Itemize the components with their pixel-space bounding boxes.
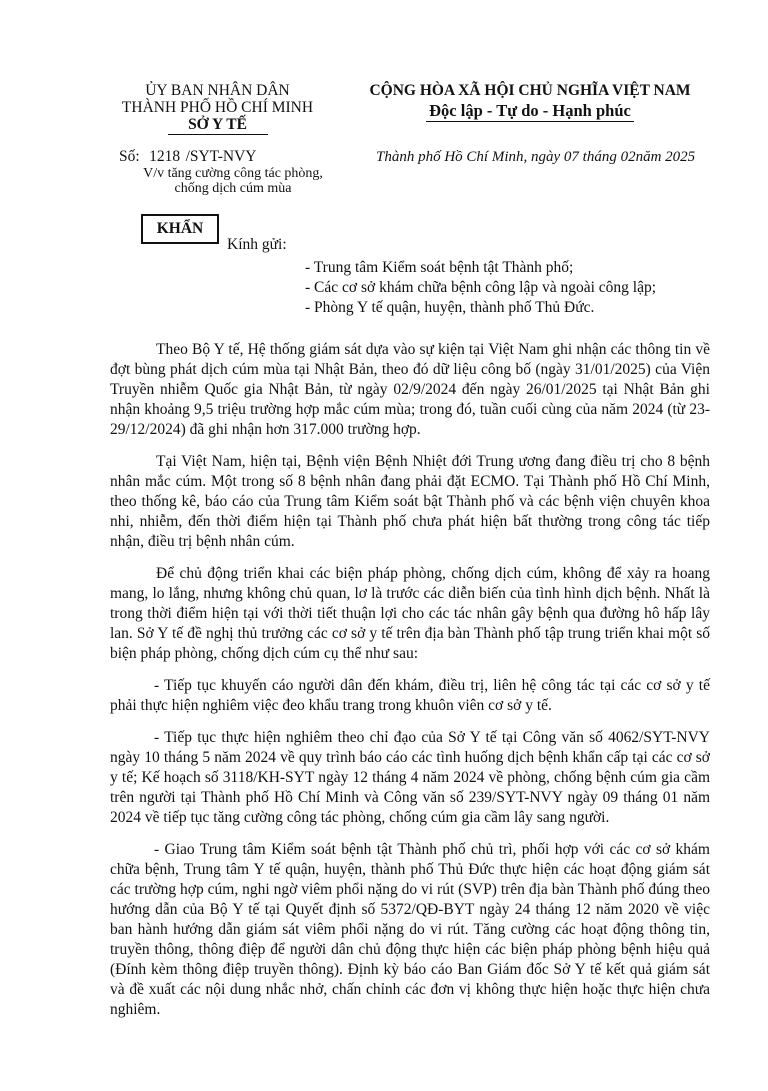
number-suffix: /SYT-NVY — [185, 148, 257, 165]
bullet-item: - Tiếp tục thực hiện nghiêm theo chỉ đạo của Sở Y tế tại Công văn số 4062/SYT-NVY ngày 10 tháng 5 năm 2024 về quy trình báo cáo các tình huống dịch bệnh khẩn cấp tại các cơ sở y tế; Kế hoạch số 3118/KH-SYT ngày 12 tháng 4 năm 2024 về phòng, chống bệnh cúm gia cầm trên người tại Thành phố Hồ Chí Minh và Công văn số 239/SYT-NVY ngày 09 tháng 01 năm 2024 về tiếp tục tăng cường công tác phòng, chống cúm gia cầm lây sang người. — [110, 729, 710, 826]
number-value: 1218 — [149, 148, 181, 165]
issuer-line-1: ỦY BAN NHÂN DÂN — [145, 82, 290, 99]
issuer-line-3: SỞ Y TẾ — [188, 116, 247, 133]
issuer-line-2: THÀNH PHỐ HỒ CHÍ MINH — [121, 99, 314, 116]
national-header — [360, 82, 700, 122]
recipient-item: - Trung tâm Kiểm soát bệnh tật Thành phố; — [305, 259, 574, 276]
bullet-item: - Giao Trung tâm Kiểm soát bệnh tật Thành phố chủ trì, phối hợp với các cơ sở khám chữa bệnh, Trung tâm Y tế quận, huyện, thành phố Thủ Đức thực hiện các hoạt động giám sát các trường hợp cúm, nghi ngờ viêm phổi nặng do vi rút (SVP) trên địa bàn Thành phố đúng theo hướng dẫn của Bộ Y tế tại Quyết định số 5372/QĐ-BYT ngày 24 tháng 12 năm 2020 về việc ban hành hướng dẫn giám sát viêm phổi nặng do vi rút. Tăng cường các hoạt động thông tin, truyền thông, thông điệp để người dân chủ động thực hiện các biện pháp phòng bệnh hiệu quả (Đính kèm thông điệp truyền thông). Định kỳ báo cáo Ban Giám đốc Sở Y tế kết quả giám sát và đề xuất các nội dung nhắc nhở, chấn chỉnh các đơn vị không thực hiện hoặc thực hiện chưa nghiêm. — [110, 841, 710, 1018]
recipient-list — [305, 258, 725, 318]
document-number — [119, 148, 256, 166]
issuer-underline — [168, 134, 268, 135]
body-paragraph: Để chủ động triển khai các biện pháp phòng, chống dịch cúm, không để xảy ra hoang mang, lo lắng, nhưng không chủ quan, lơ là trước các diễn biến của tình hình dịch bệnh. Nhất là trong thời điểm hiện tại với thời tiết thuận lợi cho các tác nhân gây bệnh qua đường hô hấp lây lan. Sở Y tế đề nghị thủ trưởng các cơ sở y tế trên địa bàn Thành phố tập trung triển khai một số biện pháp phòng, chống dịch cúm cụ thể như sau: — [110, 565, 710, 662]
subject-block — [123, 166, 343, 196]
issue-date: Thành phố Hồ Chí Minh, ngày 07 tháng 02năm 2025 — [376, 149, 696, 165]
recipient-item: - Phòng Y tế quận, huyện, thành phố Thủ Đức. — [305, 299, 595, 316]
body-paragraph: Theo Bộ Y tế, Hệ thống giám sát dựa vào sự kiện tại Việt Nam ghi nhận các thông tin về đợt bùng phát dịch cúm mùa tại Nhật Bản, theo đó dữ liệu công bố (ngày 31/01/2025) của Viện Truyền nhiễm Quốc gia Nhật Bản, từ ngày 02/9/2024 đến ngày 26/01/2025 tại Nhật Bản ghi nhận khoảng 9,5 triệu trường hợp mắc cúm mùa; trong đó, tuần cuối cùng của năm 2024 (từ 23-29/12/2024) đã ghi nhận hơn 317.000 trường hợp. — [110, 341, 710, 438]
issuer-block — [100, 82, 335, 135]
bullet-item: - Tiếp tục khuyến cáo người dân đến khám, điều trị, liên hệ công tác tại các cơ sở y tế phải thực hiện nghiêm việc đeo khẩu trang trong khuôn viên cơ sở y tế. — [110, 677, 710, 714]
motto-underline — [426, 121, 634, 122]
subject-line-1: V/v tăng cường công tác phòng, — [143, 166, 323, 181]
recipient-item: - Các cơ sở khám chữa bệnh công lập và ngoài công lập; — [305, 279, 657, 296]
salutation: Kính gửi: — [227, 236, 287, 253]
urgent-stamp: KHẨN — [141, 214, 219, 244]
national-motto: Độc lập - Tự do - Hạnh phúc — [429, 101, 631, 120]
subject-line-2: chống dịch cúm mùa — [174, 181, 292, 196]
number-prefix: Số: — [119, 148, 140, 165]
national-title: CỘNG HÒA XÃ HỘI CHỦ NGHĨA VIỆT NAM — [369, 82, 691, 99]
document-body — [110, 340, 710, 1032]
body-paragraph: Tại Việt Nam, hiện tại, Bệnh viện Bệnh Nhiệt đới Trung ương đang điều trị cho 8 bệnh nhân mắc cúm. Một trong số 8 bệnh nhân đang phải đặt ECMO. Tại Thành phố Hồ Chí Minh, theo thống kê, báo cáo của Trung tâm Kiểm soát bật Thành phố và các bệnh viện chuyên khoa nhi, nhiễm, đến thời điểm hiện tại Thành phố chưa phát hiện bất thường trong công tác tiếp nhận, điều trị bệnh nhân cúm. — [110, 453, 710, 550]
